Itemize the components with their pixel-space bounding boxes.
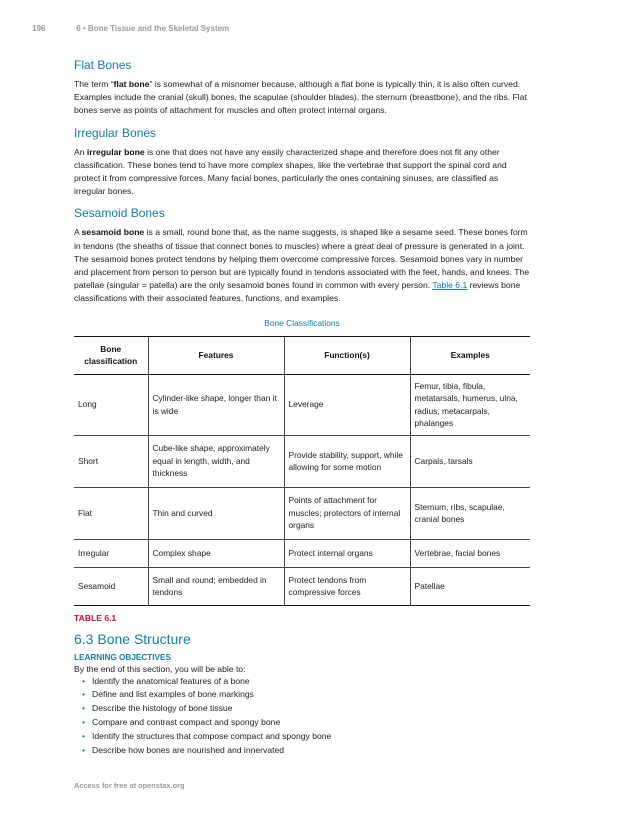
table-cell: Thin and curved <box>148 487 284 539</box>
table-cell: Vertebrae, facial bones <box>410 539 530 567</box>
table-cell: Sesamoid <box>74 567 148 605</box>
irregular-bones-heading: Irregular Bones <box>74 125 157 140</box>
table-row <box>74 487 530 539</box>
page-number: 196 <box>32 24 46 33</box>
key-term: irregular bone <box>86 146 145 157</box>
objective-text: Identify the structures that compose compact and spongy bone <box>92 730 332 741</box>
bullet-icon: • <box>82 689 86 700</box>
key-term: sesamoid bone <box>81 227 145 238</box>
table-cell: Points of attachment for muscles; protectors of internal organs <box>284 487 410 539</box>
table-row <box>74 435 530 487</box>
table-cell: Provide stability, support, while allowing for some motion <box>284 435 410 487</box>
page-header <box>32 24 229 33</box>
objectives-list <box>74 675 530 758</box>
table-cell: Irregular <box>74 539 148 567</box>
list-item <box>82 688 530 702</box>
page-content <box>74 58 530 757</box>
column-header: Features <box>148 336 284 374</box>
table-cell: Cylinder-like shape, longer than it is wide <box>148 374 284 435</box>
table-6-1-link[interactable]: Table 6.1 <box>432 280 468 291</box>
objective-text: Define and list examples of bone markings <box>92 689 254 700</box>
table-header-row <box>74 336 530 374</box>
table-cell: Femur, tibia, fibula, metatarsals, humerus, ulna, radius, metacarpals, phalanges <box>410 374 530 435</box>
learning-objectives-label: LEARNING OBJECTIVES <box>74 652 171 662</box>
table-cell: Protect tendons from compressive forces <box>284 567 410 605</box>
table-cell: Sternum, ribs, scapulae, cranial bones <box>410 487 530 539</box>
table-cell: Patellae <box>410 567 530 605</box>
flat-bones-heading: Flat Bones <box>74 58 132 72</box>
column-header: Function(s) <box>284 336 410 374</box>
list-item <box>82 675 530 689</box>
table-cell: Leverage <box>284 374 410 435</box>
bone-classifications-table <box>74 336 530 606</box>
list-item <box>82 730 530 744</box>
table-cell: Flat <box>74 487 148 539</box>
bullet-icon: • <box>82 675 86 686</box>
objective-text: Compare and contrast compact and spongy bone <box>92 717 281 728</box>
table-cell: Small and round; embedded in tendons <box>148 567 284 605</box>
bullet-icon: • <box>82 730 86 741</box>
sesamoid-bones-paragraph <box>74 226 530 305</box>
objective-text: Describe the histology of bone tissue <box>92 703 233 714</box>
table-cell: Long <box>74 374 148 435</box>
table-cell: Short <box>74 435 148 487</box>
table-cell: Cube-like shape, approximately equal in length, width, and thickness <box>148 435 284 487</box>
objective-text: Describe how bones are nourished and innervated <box>92 744 285 755</box>
sesamoid-bones-heading: Sesamoid Bones <box>74 206 165 221</box>
running-title: 6 • Bone Tissue and the Skeletal System <box>76 24 230 33</box>
bullet-icon: • <box>82 717 86 728</box>
table-cell: Protect internal organs <box>284 539 410 567</box>
text-run: is a small, round bone that, as the name suggests, is shaped like a sesame seed. These bones form in tendons (the sheaths of tissue that connect bones to muscles) where a great deal of pressure is generated in a joint. The sesamoid bones protect tendons by helping them overcome compressive forces. Sesamoid bones vary in number and placement from person to person but are typically found in tendons associated with the feet, hands, and knees. The patellae (singular = patella) are the only sesamoid bones found in common with every person. <box>74 227 530 291</box>
key-term: flat bone <box>113 79 150 89</box>
list-item <box>82 744 530 758</box>
table-label: TABLE 6.1 <box>74 612 117 623</box>
column-header: Examples <box>410 336 530 374</box>
text-run: is one that does not have any easily characterized shape and therefore does not fit any other classification. These bones tend to have more complex shapes, like the vertebrae that support the spinal cord and protect it from compressive forces. Many facial bones, particularly the ones containing sinuses, are classified as irregular bones. <box>74 146 507 197</box>
objective-text: Identify the anatomical features of a bone <box>92 675 250 686</box>
text-run: ” is somewhat of a misnomer because, although a flat bone is typically thin, it is also often curved. Examples include the cranial (skull) bones, the scapulae (shoulder blades), the sternum (breastbone), and the ribs. Flat bones serve as points of attachment for muscles and often protect internal organs. <box>74 79 527 116</box>
text-run: An <box>74 146 87 157</box>
table-row <box>74 374 530 435</box>
text-run: A <box>74 227 82 238</box>
table-cell: Carpals, tarsals <box>410 435 530 487</box>
table-cell: Complex shape <box>148 539 284 567</box>
bullet-icon: • <box>82 744 86 755</box>
bullet-icon: • <box>82 703 86 714</box>
flat-bones-paragraph <box>74 78 530 118</box>
list-item <box>82 702 530 716</box>
irregular-bones-paragraph <box>74 146 530 199</box>
objectives-intro: By the end of this section, you will be able to: <box>74 663 246 674</box>
table-caption: Bone Classifications <box>264 317 340 328</box>
page-footer: Access for free at openstax.org <box>74 781 185 790</box>
column-header: Bone classification <box>74 336 148 374</box>
list-item <box>82 716 530 730</box>
table-row <box>74 539 530 567</box>
text-run: The term “ <box>74 79 114 89</box>
text-run: reviews bone classifications with their associated features, functions, and examples. <box>74 280 521 304</box>
table-row <box>74 567 530 605</box>
section-heading: 6.3 Bone Structure <box>74 630 191 647</box>
